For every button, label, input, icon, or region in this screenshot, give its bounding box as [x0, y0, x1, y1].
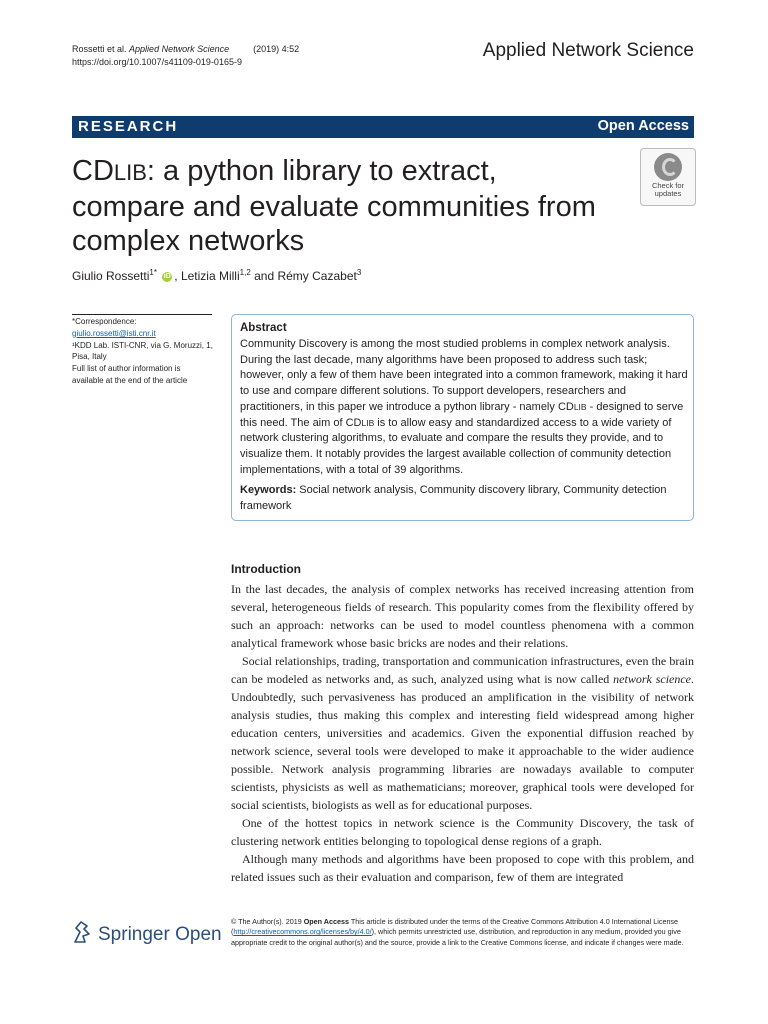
abstract-box	[231, 314, 694, 521]
cite-year-volume: (2019) 4:52	[253, 44, 300, 54]
article-type-label: RESEARCH	[78, 118, 179, 135]
article-type-banner	[72, 116, 694, 138]
open-access-label: Open Access	[597, 118, 689, 134]
article-title	[72, 154, 632, 258]
introduction-body	[231, 580, 694, 886]
author-2[interactable]: , Letizia Milli	[174, 269, 240, 283]
keywords-list: Social network analysis, Community discovery library, Community detection framework	[240, 484, 667, 512]
intro-paragraph: In the last decades, the analysis of complex networks has received increasing attention from several, heterogeneous fields of research. This popularity comes from the flexibility offered by such an approach: networks can be used to model countless phenomena with a common analytical framework whose basic bricks are nodes and their relations.	[231, 582, 694, 650]
full-list-note: Full list of author information is available at the end of the article	[72, 364, 188, 385]
title-lib-name: CD	[72, 155, 114, 187]
cite-journal: Applied Network Science	[129, 44, 230, 54]
title-lib-name-smallcaps: LIB	[113, 160, 147, 185]
doi-link[interactable]: https://doi.org/10.1007/s41109-019-0165-9	[72, 57, 242, 67]
citation-header	[72, 43, 299, 69]
author-1-sup: 1*	[149, 268, 157, 277]
keywords-label: Keywords:	[240, 484, 297, 496]
author-3[interactable]: and Rémy Cazabet	[250, 269, 357, 283]
author-1[interactable]: Giulio Rossetti	[72, 269, 150, 283]
intro-paragraph: One of the hottest topics in network science is the Community Discovery, the task of clustering network entities belonging to topological dense regions of a graph.	[231, 816, 694, 848]
author-list	[72, 268, 361, 283]
license-link[interactable]: http://creativecommons.org/licenses/by/4.0/	[233, 927, 372, 937]
abstract-text: Community Discovery is among the most studied problems in complex network analysis. During the last decade, many algorithms have been proposed to address such task; however, only a few of them have been integrated into a common framework, making it hard to use and compare different solutions. To support developers, researchers and practitioners, in this paper we introduce a python library - namely CDLIB - designed to serve this need. The aim of CDLIB is to allow easy and standardized access to a wide variety of network clustering algorithms, to evaluate and compare the results they provide, and to visualize them. It notably provides the largest available collection of community detection implementations, with a total of 39 algorithms.	[240, 338, 688, 476]
side-divider	[72, 314, 212, 315]
badge-line-1: Check for	[651, 181, 685, 190]
check-for-updates-icon	[654, 153, 682, 181]
publisher-name: Springer Open	[98, 924, 222, 945]
correspondence-label: *Correspondence:	[72, 317, 137, 326]
correspondence-email[interactable]: giulio.rossetti@isti.cnr.it	[72, 328, 156, 338]
abstract-heading: Abstract	[240, 322, 287, 334]
license-footer: © The Author(s). 2019 Open Access This article is distributed under the terms of the Creative Commons Attribution 4.0 International License (http://creativecommons.org/licenses/by/4.0/), which permits unrestricted use, distribution, and reproduction in any medium, provided you give appropriate credit to the original author(s) and the source, provide a link to the Creative Commons license, and indicate if changes were made.	[231, 917, 684, 947]
intro-paragraph: Although many methods and algorithms have been proposed to cope with this problem, and related issues such as their evaluation and comparison, few of them are integrated	[231, 852, 694, 884]
journal-name: Applied Network Science	[482, 40, 694, 61]
title-line-2: compare and evaluate communities from	[72, 191, 596, 223]
title-line-1: : a python library to extract,	[146, 155, 497, 187]
orcid-icon[interactable]: iD	[163, 272, 171, 280]
affiliation: ¹KDD Lab. ISTI-CNR, via G. Moruzzi, 1, Pisa, Italy	[72, 340, 213, 362]
check-for-updates-badge[interactable]	[640, 148, 696, 206]
author-2-sup: 1,2	[239, 268, 251, 277]
introduction-heading: Introduction	[231, 562, 301, 576]
springer-horse-icon	[72, 920, 92, 944]
cite-authors: Rossetti et al.	[72, 44, 127, 54]
title-line-3: complex networks	[72, 225, 305, 257]
correspondence-block	[72, 316, 214, 387]
badge-line-2: updates	[654, 189, 682, 198]
keywords	[240, 483, 688, 514]
author-3-sup: 3	[356, 268, 362, 277]
intro-paragraph: Social relationships, trading, transportation and communication infrastructures, even the brain can be modeled as networks and, as such, analyzed using what is now called network science. Undoubtedly, such pervasiveness has produced an amplification in the visibility of network analysis studies, thus making this complex and interesting field widespread among higher education centers, universities and academics. Given the exponential diffusion reached by network science, several tools were developed to make it approachable to the wider audience possible. Network analysis programming libraries are nowadays available to computer scientists, physicists as well as mathematicians; moreover, graphical tools were developed for social scientists, biologists as well as for educational purposes.	[231, 654, 695, 812]
